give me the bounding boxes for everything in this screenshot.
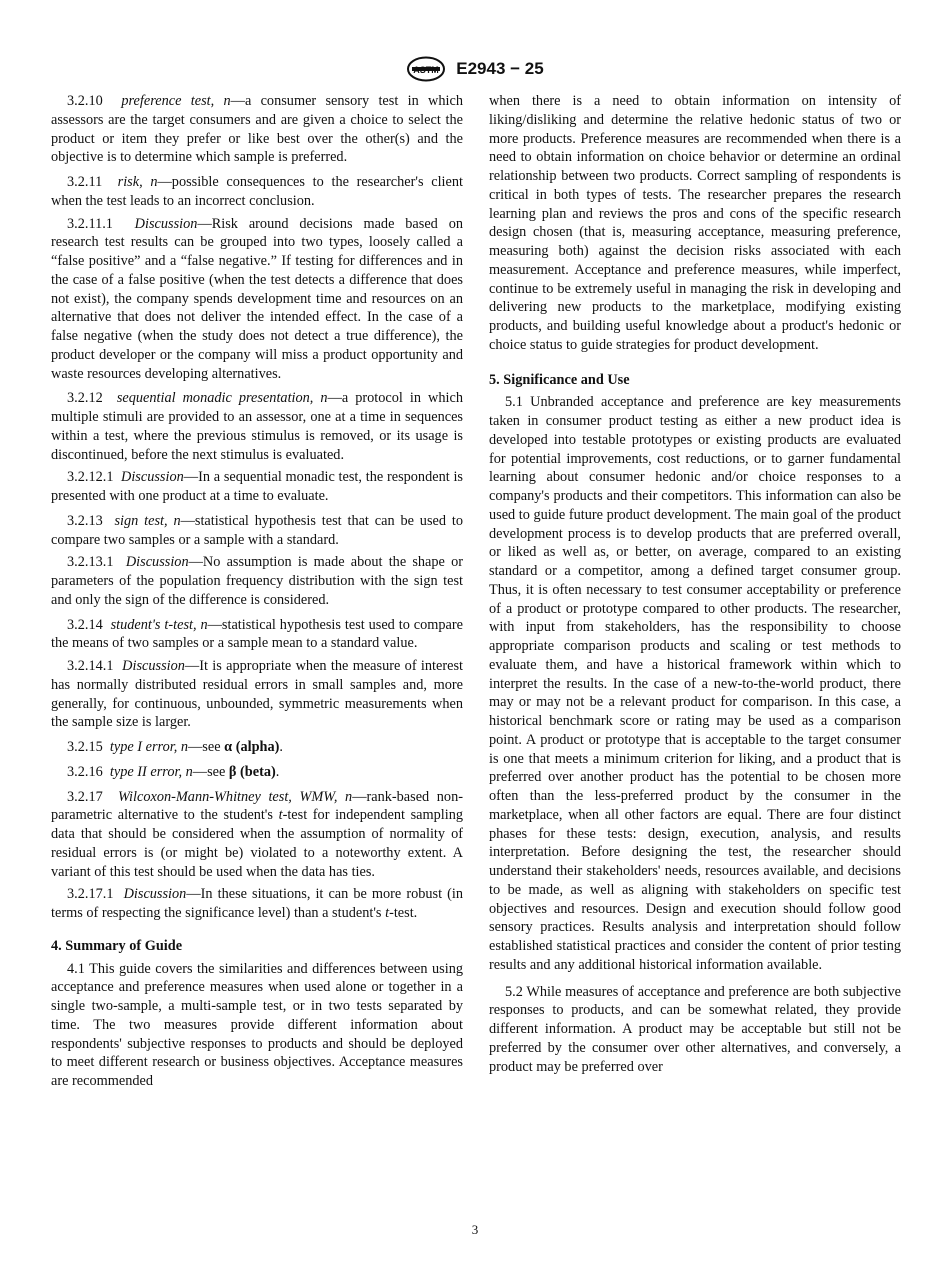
definition-3-2-17: 3.2.17 Wilcoxon-Mann-Whitney test, WMW, n—rank-based non-parametric alternative to the student's t-test for independent sampling data that should be considered when the assumption of normality of residual errors is (or might be) violated to a noteworthy extent. A variant of this test should be used when the data has ties. — [51, 788, 463, 880]
paragraph-5-1: 5.1 Unbranded acceptance and preference are key measurements taken in consumer product testing as either a new product idea is developed into testable prototypes or existing products are evaluated for potential improvements, cost reductions, or to garner fundamental learning about consumer hedonic and/or choice responses to a company's products and their competitors. This information can also be used to guide future product development. The main goal of the product development process is to develop products that are preferred overall, or liked as well as, or better, on average, compared to an existing standard or a competitor, among a defined target consumer group. Thus, it is often necessary to test consumer acceptability or preference of a product or prototype compared to other products. The researcher, with input from stakeholders, has the responsibility to choose appropriate comparison products and scaling or test methods to evaluate them, and have a historical framework within which to interpret the results. In the case of a new-to-the-world product, there may or may not be a relevant product for comparison. In this case, a historical benchmark score or rating may be used as a comparison point. A product or prototype that is acceptable to the target consumer is one that meets a minimum criterion for liking, and a product that is preferred over another product has the potential to be chosen more often than the less-preferred product by the consumer in the marketplace, when all other factors are equal. There are four distinct phases for these tests: design, execution, analysis, and results interpretation. Before designing the test, the researcher should understand their stakeholders' needs, resources available, and decisions to be made, as well as aligning with stakeholders on specific test objectives and resources. Design and execution should follow good sensory practices. Results analysis and interpretation should follow established statistical practices and consider the content of prior testing results and any additional historical information available. — [489, 394, 901, 973]
definition-3-2-10: 3.2.10 preference test, n—a consumer sensory test in which assessors are the target consumers and are given a choice to select the product or item they prefer or like best over the other(s) and the objective is to determine which sample is preferred. — [51, 93, 463, 166]
section-5-heading: 5. Significance and Use — [489, 371, 630, 388]
logo-text: ASTM — [413, 65, 440, 75]
discussion-3-2-17-1: 3.2.17.1 Discussion—In these situations, it can be more robust (in terms of respecting the significance level) than a student's t-test. — [51, 886, 463, 921]
paragraph-5-2: 5.2 While measures of acceptance and preference are both subjective responses to products, and can be somewhat related, they provide different information. A product may be acceptable but still not be preferred by the consumer over other alternatives, and conversely, a product may be preferred over — [489, 983, 901, 1075]
section-4-heading: 4. Summary of Guide — [51, 937, 183, 954]
definition-3-2-13: 3.2.13 sign test, n—statistical hypothesis test that can be used to compare two samples or a sample with a standard. — [51, 512, 463, 548]
standard-designation: E2943 − 25 — [456, 59, 544, 78]
definition-3-2-12: 3.2.12 sequential monadic presentation, n—a protocol in which multiple stimuli are provided to an assessor, one at a time in sequences within a test, where the previous stimulus is removed, or its usage is discontinued, before the next stimulus is evaluated. — [51, 390, 463, 463]
page-header — [0, 56, 950, 82]
page-number: 3 — [471, 1222, 479, 1237]
definition-3-2-11: 3.2.11 risk, n—possible consequences to the researcher's client when the test leads to an incorrect conclusion. — [51, 174, 463, 209]
discussion-3-2-14-1: 3.2.14.1 Discussion—It is appropriate when the measure of interest has normally distributed residual errors in small samples and, more generally, for continuous, unbounded, symmetric measurements when the sample size is larger. — [51, 658, 463, 731]
definition-3-2-15: 3.2.15 type I error, n—see α (alpha). — [67, 739, 283, 755]
discussion-3-2-13-1: 3.2.13.1 Discussion—No assumption is made about the shape or parameters of the population frequency distribution with the sign test and only the sign of the difference is considered. — [51, 554, 463, 608]
discussion-3-2-11-1: 3.2.11.1 Discussion—Risk around decisions made based on research test results can be grouped into two types, loosely called a “false positive” and a “false negative.” If testing for differences and in the case of a false positive (when the test detects a difference that does not exist), the company spends development time and resources on an alternative that does not deliver the intended effect. In the case of a false negative (when the study does not detect a true difference), the product developer or the company will miss a product opportunity and waste resources developing alternatives. — [51, 215, 463, 382]
astm-logo-icon — [406, 56, 446, 82]
definition-3-2-14: 3.2.14 student's t-test, n—statistical hypothesis test used to compare the means of two samples or a sample mean to a standard value. — [51, 616, 463, 652]
paragraph-4-1: 4.1 This guide covers the similarities and differences between using acceptance and preference measures when used alone or together in a single two-sample, a multi-sample test, or in two tests separated by time. The two measures provide different information about respondents' subjective responses to products and should be deployed to meet different research or business objectives. Acceptance measures are recommended — [51, 960, 463, 1089]
paragraph-4-1-continued: when there is a need to obtain information on intensity of liking/disliking and determine the relative hedonic status of two or more products. Preference measures are recommended when there is a need to obtain information on choice behavior or determine an ordinal relationship between two products. Correct sampling of respondents is critical in both types of tests. The researcher prepares the research learning plan and reviews the pros and cons of the specific research design chosen (that is, measuring acceptance, measuring preference, measuring both) against the decision risks associated with each measurement. Acceptance and preference measures, while imperfect, continue to be extremely useful in managing the risk in developing and delivering new products to the marketplace, modifying existing products, and building useful knowledge about a product's hedonic or choice status to guide strategies for product development. — [489, 93, 901, 353]
left-column — [51, 92, 463, 1095]
discussion-3-2-12-1: 3.2.12.1 Discussion—In a sequential monadic test, the respondent is presented with one product at a time to evaluate. — [51, 469, 463, 504]
right-column — [489, 92, 901, 1080]
definition-3-2-16: 3.2.16 type II error, n—see β (beta). — [67, 763, 280, 780]
